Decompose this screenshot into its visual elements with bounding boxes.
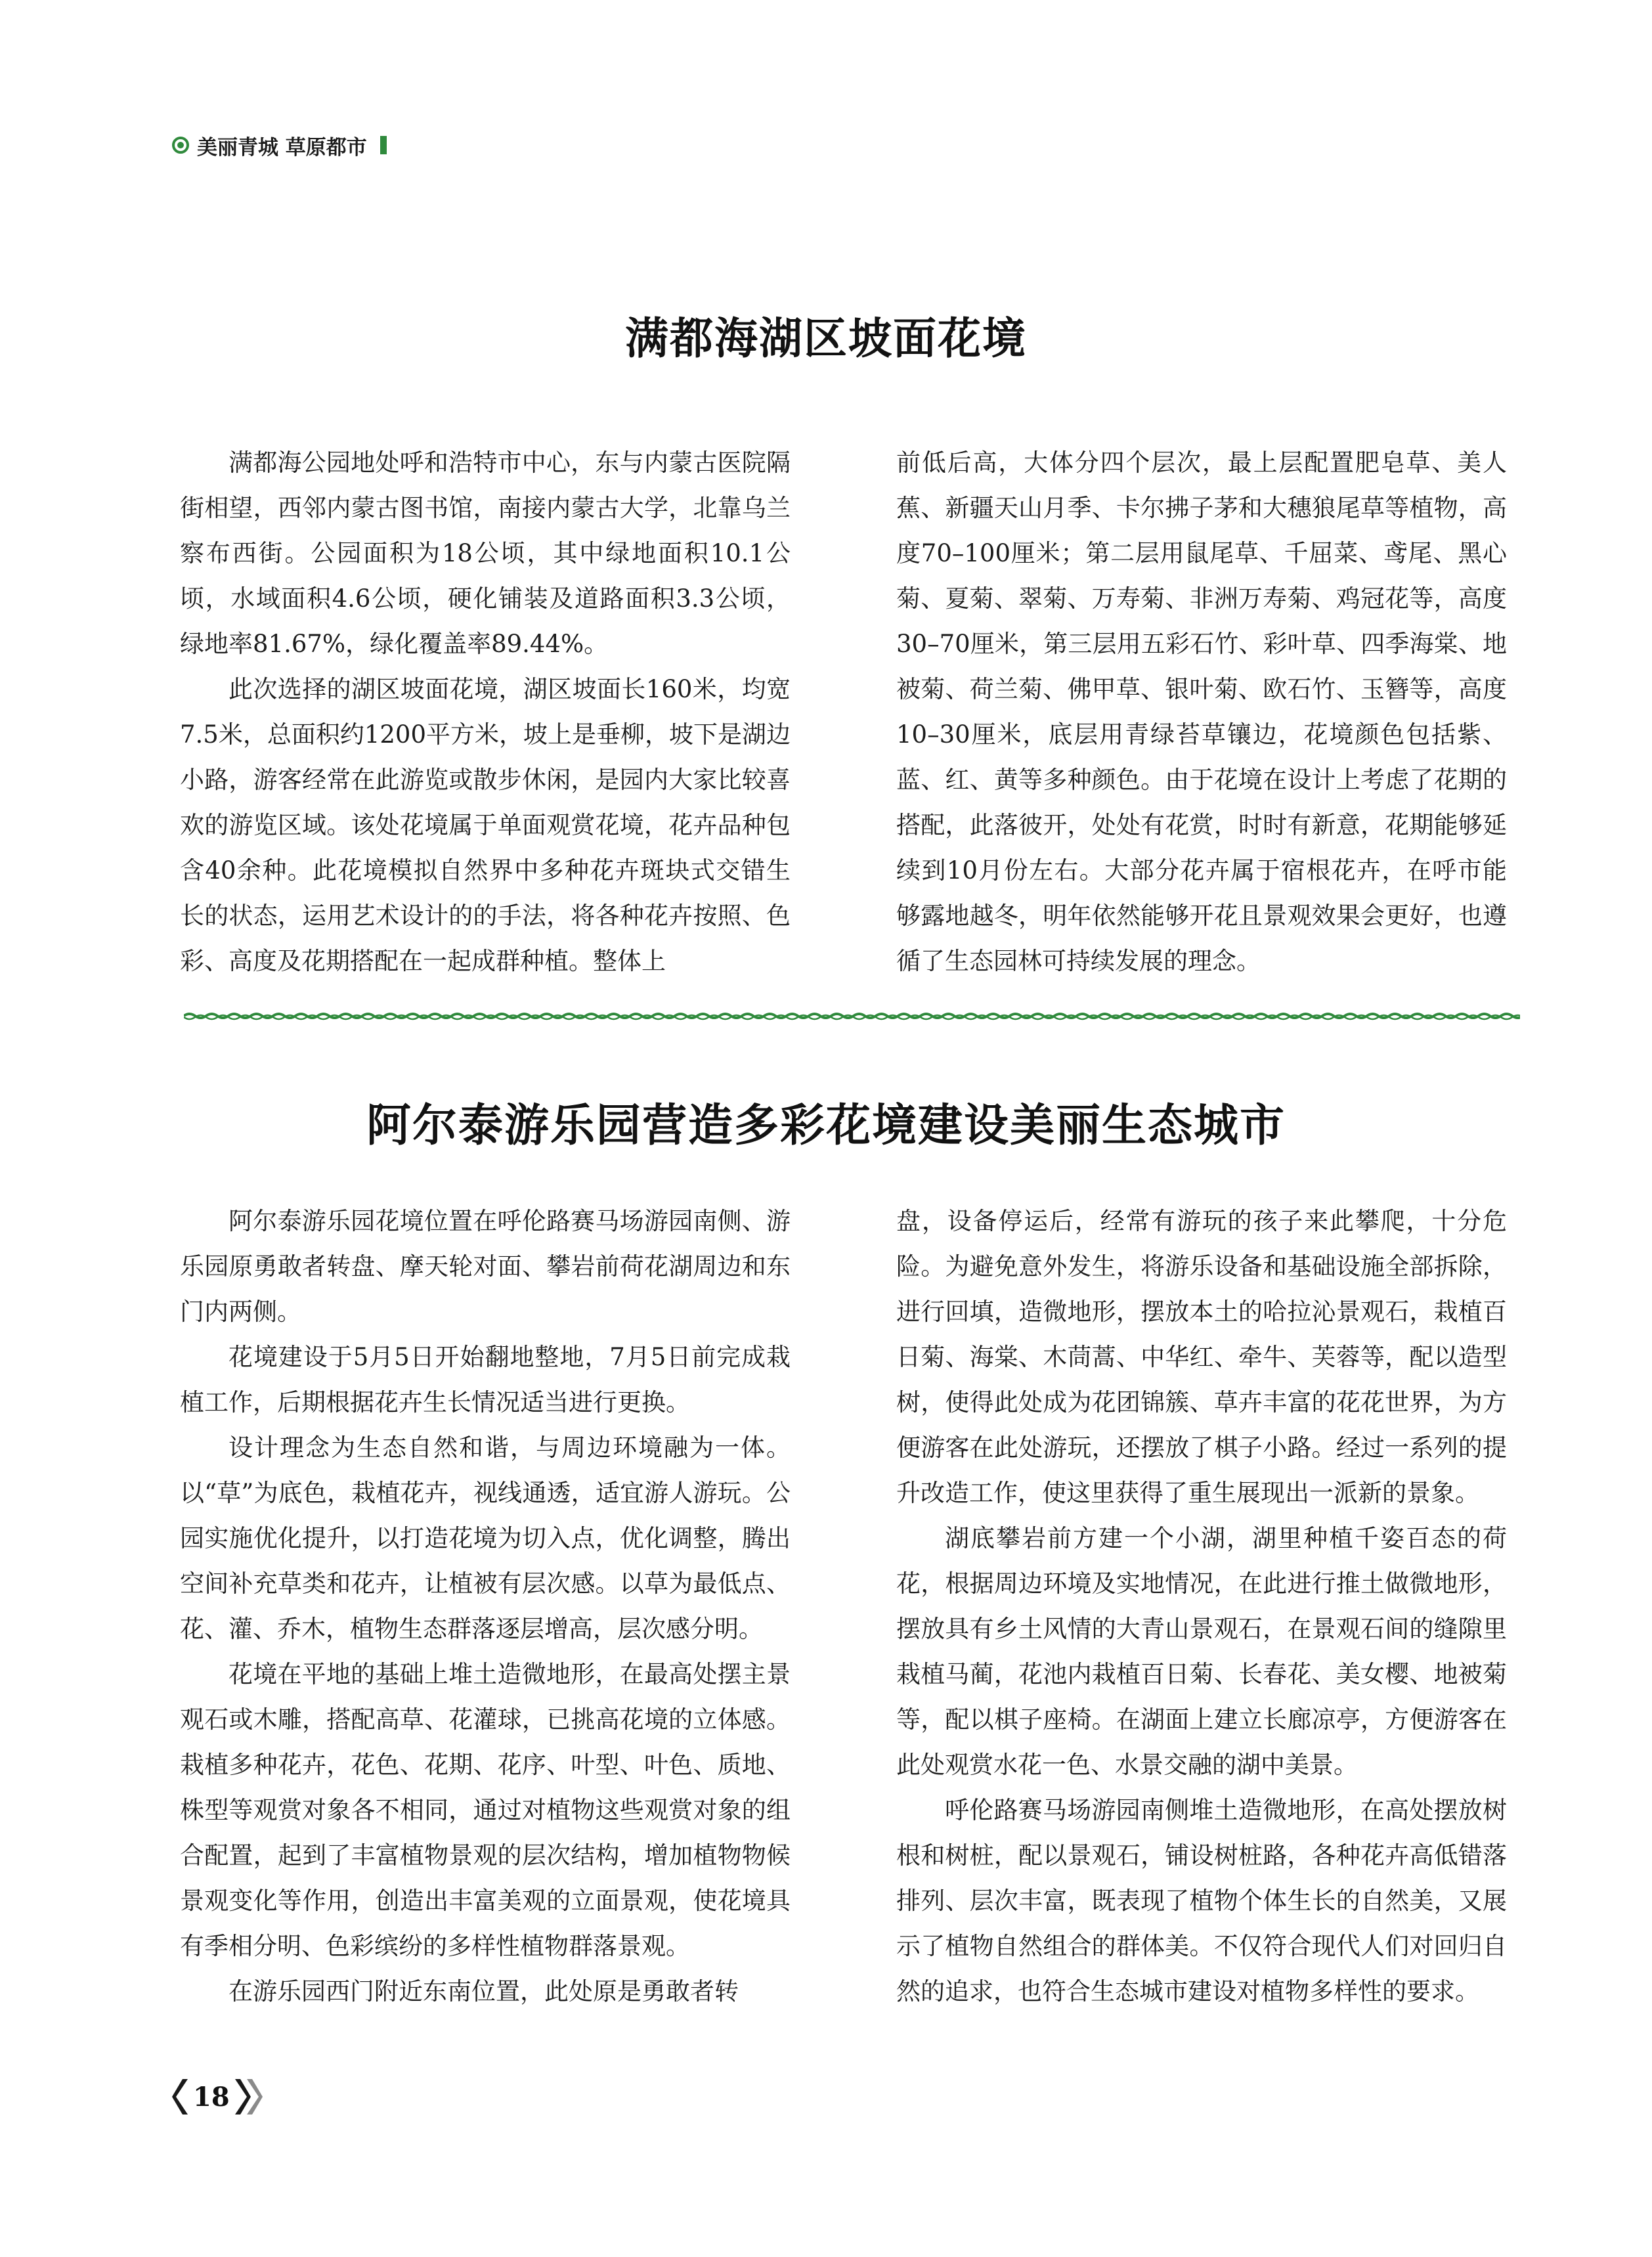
running-header-label: 美丽青城 草原都市 bbox=[197, 135, 367, 160]
paragraph-continued: 盘，设备停运后，经常有游玩的孩子来此攀爬，十分危险。为避免意外发生，将游乐设备和基础设施全部拆除，进行回填，造微地形，摆放本土的哈拉沁景观石，栽植百日菊、海棠、木茼蒿、中华红、牵牛、芙蓉等，配以造型树，使得此处成为花团锦簇、草卉丰富的花花世界，为方便游客在此处游玩，还摆放了棋子小路。经过一系列的提升改造工作，使这里获得了重生展现出一派新的景象。 bbox=[896, 1207, 1507, 1507]
page-number bbox=[172, 2076, 263, 2117]
paragraph: 阿尔泰游乐园花境位置在呼伦路赛马场游园南侧、游乐园原勇敢者转盘、摩天轮对面、攀岩前荷花湖周边和东门内两侧。 bbox=[180, 1207, 791, 1326]
article-2-left-column bbox=[180, 1198, 791, 2014]
paragraph: 呼伦路赛马场游园南侧堆土造微地形，在高处摆放树根和树桩，配以景观石，铺设树桩路，各种花卉高低错落排列、层次丰富，既表现了植物个体生长的自然美，又展示了植物自然组合的群体美。不仅符合现代人们对回归自然的追求，也符合生态城市建设对植物多样性的要求。 bbox=[896, 1796, 1507, 2005]
paragraph: 在游乐园西门附近东南位置，此处原是勇敢者转 bbox=[228, 1977, 739, 2005]
article-1-left-column bbox=[180, 440, 791, 984]
article-title-1: 满都海湖区坡面花境 bbox=[625, 313, 1027, 364]
wavy-divider bbox=[184, 1006, 1520, 1026]
paragraph: 湖底攀岩前方建一个小湖，湖里种植千姿百态的荷花，根据周边环境及实地情况，在此进行推土做微地形，摆放具有乡土风情的大青山景观石，在景观石间的缝隙里栽植马蔺，花池内栽植百日菊、长春花、美女樱、地被菊等，配以棋子座椅。在湖面上建立长廊凉亭，方便游客在此处观赏水花一色、水景交融的湖中美景。 bbox=[896, 1524, 1507, 1779]
paragraph: 满都海公园地处呼和浩特市中心，东与内蒙古医院隔街相望，西邻内蒙古图书馆，南接内蒙古大学，北靠乌兰察布西街。公园面积为18公顷，其中绿地面积10.1公顷，水域面积4.6公顷，硬化铺装及道路面积3.3公顷，绿地率81.67%，绿化覆盖率89.44%。 bbox=[180, 449, 791, 658]
left-chevron-icon bbox=[172, 2078, 189, 2116]
article-1-right-column bbox=[896, 440, 1507, 984]
article-title-2: 阿尔泰游乐园营造多彩花境建设美丽生态城市 bbox=[366, 1100, 1286, 1152]
paragraph: 此次选择的湖区坡面花境，湖区坡面长160米，均宽7.5米，总面积约1200平方米，坡上是垂柳，坡下是湖边小路，游客经常在此游览或散步休闲，是园内大家比较喜欢的游览区域。该处花境属于单面观赏花境，花卉品种包含40余种。此花境模拟自然界中多种花卉斑块式交错生长的状态，运用艺术设计的的手法，将各种花卉按照、色彩、高度及花期搭配在一起成群种植。整体上 bbox=[180, 675, 791, 975]
running-header bbox=[172, 128, 387, 162]
paragraph: 花境在平地的基础上堆土造微地形，在最高处摆主景观石或木雕，搭配高草、花灌球，已挑高花境的立体感。栽植多种花卉，花色、花期、花序、叶型、叶色、质地、株型等观赏对象各不相同，通过对植物这些观赏对象的组合配置，起到了丰富植物景观的层次结构，增加植物物候景观变化等作用，创造出丰富美观的立面景观，使花境具有季相分明、色彩缤纷的多样性植物群落景观。 bbox=[180, 1660, 791, 1960]
paragraph: 花境建设于5月5日开始翻地整地，7月5日前完成栽植工作，后期根据花卉生长情况适当进行更换。 bbox=[180, 1343, 791, 1416]
right-chevron-icon-2 bbox=[246, 2078, 263, 2116]
article-2-right-column bbox=[896, 1198, 1507, 2014]
circle-bullet-icon bbox=[172, 137, 189, 154]
paragraph-continued: 前低后高，大体分四个层次，最上层配置肥皂草、美人蕉、新疆天山月季、卡尔拂子茅和大穗狼尾草等植物，高度70–100厘米；第二层用鼠尾草、千屈菜、鸢尾、黑心菊、夏菊、翠菊、万寿菊、非洲万寿菊、鸡冠花等，高度30–70厘米，第三层用五彩石竹、彩叶草、四季海棠、地被菊、荷兰菊、佛甲草、银叶菊、欧石竹、玉簪等，高度10–30厘米，底层用青绿苔草镶边，花境颜色包括紫、蓝、红、黄等多种颜色。由于花境在设计上考虑了花期的搭配，此落彼开，处处有花赏，时时有新意，花期能够延续到10月份左右。大部分花卉属于宿根花卉，在呼市能够露地越冬，明年依然能够开花且景观效果会更好，也遵循了生态园林可持续发展的理念。 bbox=[896, 449, 1507, 975]
paragraph: 设计理念为生态自然和谐，与周边环境融为一体。以“草”为底色，栽植花卉，视线通透，适宜游人游玩。公园实施优化提升，以打造花境为切入点，优化调整，腾出空间补充草类和花卉，让植被有层次感。以草为最低点、花、灌、乔木，植物生态群落逐层增高，层次感分明。 bbox=[180, 1434, 791, 1643]
green-bar-icon bbox=[380, 136, 387, 154]
page-number-value: 18 bbox=[193, 2081, 230, 2113]
